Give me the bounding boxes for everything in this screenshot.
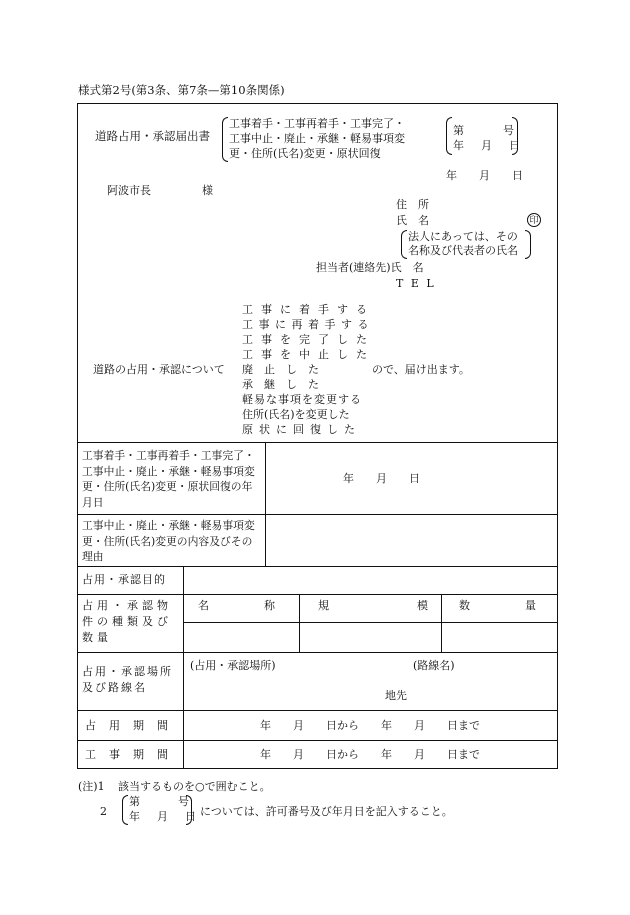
place-sub-label: (占用・承認場所) bbox=[190, 659, 276, 672]
type-line-1: 工事着手・工事再着手・工事完了・ bbox=[229, 117, 405, 130]
option-complete: 工事を完了した bbox=[242, 333, 375, 346]
objects-col-name: 名 称 bbox=[198, 599, 275, 612]
tel-label: T E L bbox=[396, 277, 436, 290]
permit-no-suffix: 号 bbox=[503, 124, 514, 137]
permit-bracket-right bbox=[512, 117, 518, 155]
address-label: 住 所 bbox=[396, 198, 429, 211]
note-1-prefix: (注)1 bbox=[78, 780, 105, 793]
permit-date-label: 年 月 日 bbox=[453, 139, 523, 152]
permit-no-label: 第 bbox=[453, 124, 464, 137]
statement-prefix: 道路の占用・承認について bbox=[93, 363, 225, 376]
note-2-bracket-left bbox=[122, 795, 128, 825]
types-bracket-left bbox=[222, 117, 228, 162]
submission-date: 年 月 日 bbox=[446, 169, 523, 182]
row-divider bbox=[77, 652, 558, 653]
row-divider bbox=[77, 594, 558, 595]
row-divider bbox=[77, 442, 558, 443]
column-divider bbox=[441, 594, 442, 652]
reason-row-label: 工事中止・廃止・承継・軽易事項変更・住所(氏名)変更の内容及びその理由 bbox=[82, 519, 255, 564]
contact-person-label: 担当者(連絡先)氏 名 bbox=[316, 261, 424, 274]
statement-suffix: ので、届け出ます。 bbox=[372, 363, 470, 376]
corp-note-bracket-right bbox=[525, 230, 531, 259]
occupancy-period-label: 占用期間 bbox=[85, 719, 181, 732]
form-title: 様式第2号(第3条、第7条—第10条関係) bbox=[78, 83, 285, 97]
seal-mark: 印 bbox=[527, 213, 541, 227]
column-divider bbox=[183, 566, 184, 769]
route-sub-label: (路線名) bbox=[413, 659, 455, 672]
construction-period-label: 工事期間 bbox=[85, 748, 181, 761]
date-row-value: 年 月 日 bbox=[343, 472, 420, 485]
addressee-honorific: 様 bbox=[202, 184, 213, 197]
note-2-no-label: 第 bbox=[129, 795, 140, 808]
type-line-3: 更・住所(氏名)変更・原状回復 bbox=[229, 147, 381, 160]
purpose-label: 占用・承認目的 bbox=[82, 573, 166, 586]
column-divider bbox=[265, 442, 266, 566]
corp-note-line-1: 法人にあっては、その bbox=[408, 230, 518, 243]
column-divider bbox=[299, 594, 300, 652]
option-text: 工事に着手する bbox=[242, 303, 375, 316]
permit-bracket-left bbox=[446, 117, 452, 155]
note-1-text: 該当するものを○で囲むこと。 bbox=[118, 780, 271, 793]
option-succeed: 承 継 し た bbox=[242, 378, 319, 391]
option-minor-change: 軽易な事項を変更する bbox=[242, 393, 362, 406]
row-divider bbox=[77, 514, 558, 515]
row-divider bbox=[77, 566, 558, 567]
option-address-change: 住所(氏名)を変更した bbox=[242, 408, 350, 421]
option-abolish: 廃 止 し た bbox=[242, 363, 319, 376]
objects-col-scale: 規 模 bbox=[318, 599, 428, 612]
place-suffix: 地先 bbox=[385, 689, 407, 702]
row-divider bbox=[183, 622, 558, 623]
row-divider bbox=[77, 710, 558, 711]
document-name: 道路占用・承認届出書 bbox=[95, 129, 210, 143]
occupancy-period-value: 年 月 日から 年 月 日まで bbox=[260, 719, 480, 732]
objects-label: 占用・承認物件の種類及び数量 bbox=[82, 599, 172, 644]
date-row-label: 工事着手・工事再着手・工事完了・工事中止・廃止・承継・軽易事項変更・住所(氏名)変更・原状回復の年月日 bbox=[82, 449, 255, 509]
option-suspend: 工事を中止した bbox=[242, 348, 375, 361]
type-line-2: 工事中止・廃止・承継・軽易事項変 bbox=[229, 132, 405, 145]
objects-col-quantity: 数 量 bbox=[459, 599, 536, 612]
note-2-date-label: 年 月 日 bbox=[129, 810, 199, 823]
option-start bbox=[242, 303, 375, 316]
row-divider bbox=[77, 740, 558, 741]
option-restore: 原状に回復した bbox=[242, 423, 361, 436]
corp-note-bracket-left bbox=[401, 230, 407, 259]
place-label: 占用・承認場所及び路線名 bbox=[82, 665, 173, 694]
note-2-no-suffix: 号 bbox=[178, 795, 189, 808]
construction-period-value: 年 月 日から 年 月 日まで bbox=[260, 748, 480, 761]
corp-note-line-2: 名称及び代表者の氏名 bbox=[408, 244, 518, 257]
option-restart: 工事に再着手する bbox=[242, 318, 374, 331]
note-2-bracket-right bbox=[186, 795, 192, 825]
note-2-text: については、許可番号及び年月日を記入すること。 bbox=[200, 805, 453, 818]
note-2-number: 2 bbox=[100, 805, 107, 818]
addressee: 阿波市長 bbox=[107, 184, 151, 197]
name-label: 氏 名 bbox=[396, 214, 429, 227]
